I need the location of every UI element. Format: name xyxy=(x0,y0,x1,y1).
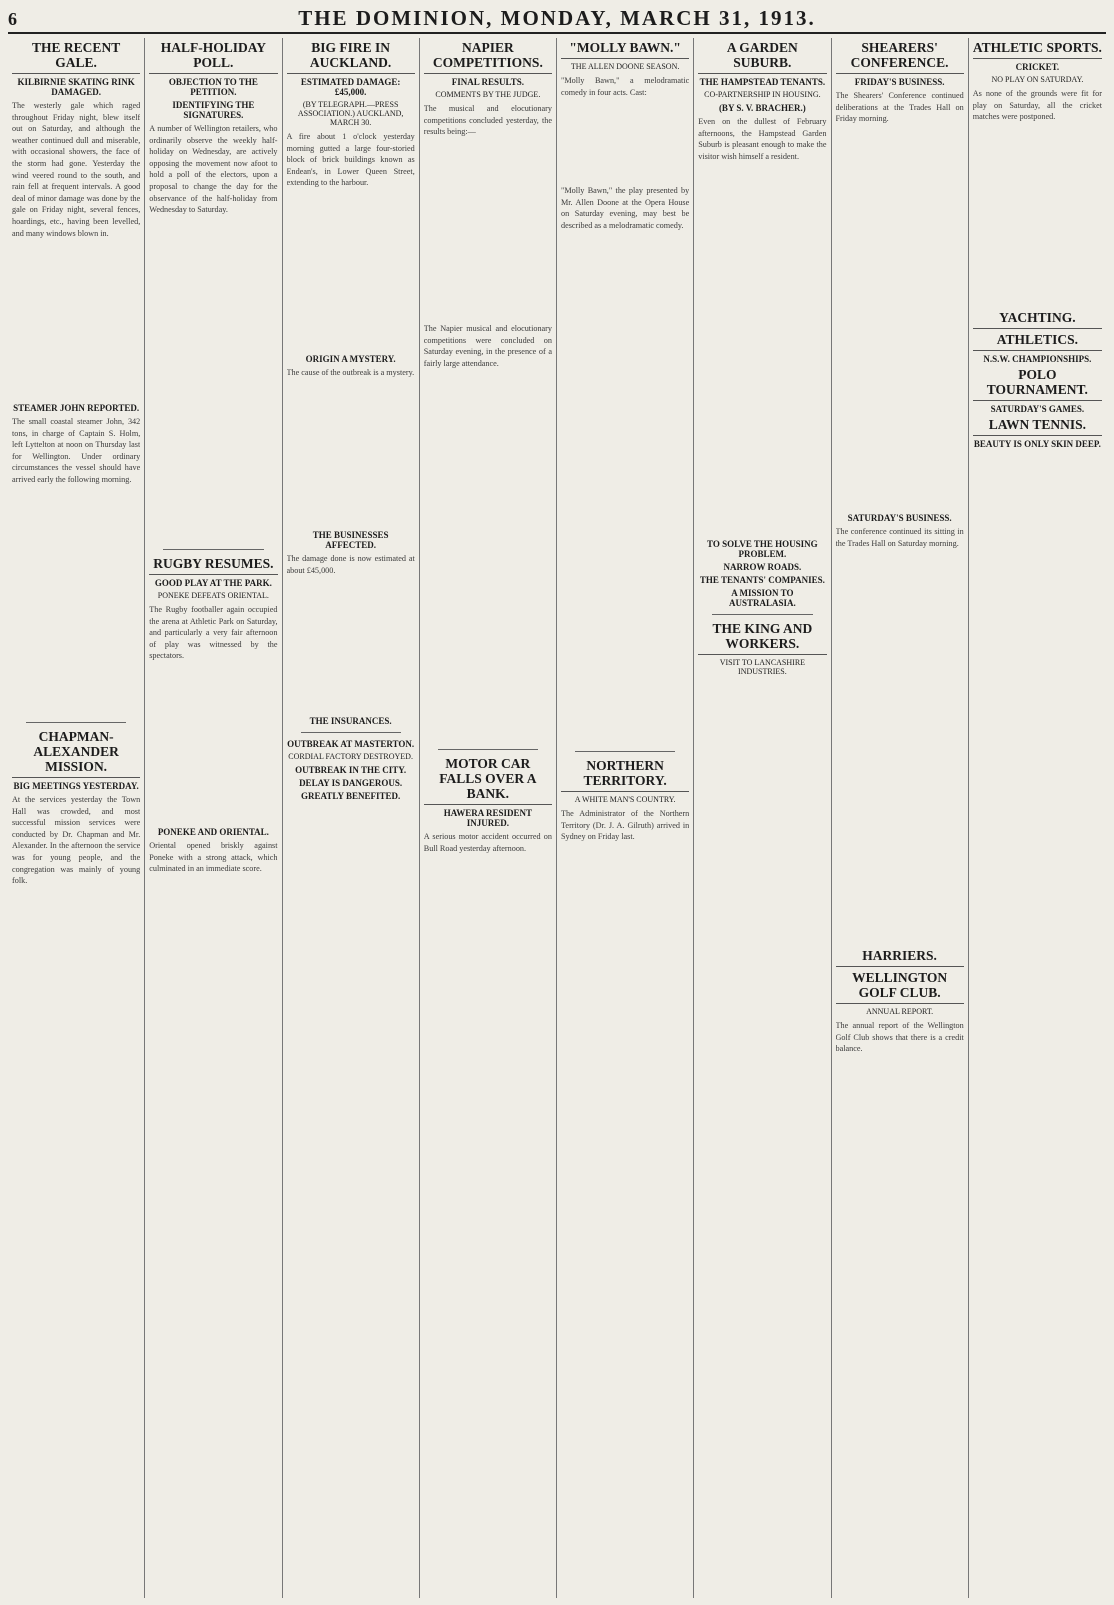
subheading: DELAY IS DANGEROUS. xyxy=(299,778,403,788)
article-text: The Shearers' Conference continued deliberations at the Trades Hall on Friday morning. xyxy=(835,91,964,124)
subheading: COMMENTS BY THE JUDGE. xyxy=(435,90,541,99)
column-3 xyxy=(283,38,420,1598)
article-text: A fire about 1 o'clock yesterday morning gutted a large four-storied block of brick buildings known as Endean's, in Lower Queen Street, extending to the harbour. xyxy=(286,132,415,188)
subheading: PONEKE DEFEATS ORIENTAL. xyxy=(157,591,269,600)
column-4 xyxy=(420,38,557,1598)
subheading: FRIDAY'S BUSINESS. xyxy=(854,77,945,87)
dateline: (BY TELEGRAPH.—PRESS ASSOCIATION.) AUCKLAND, MARCH 30. xyxy=(297,100,404,127)
article-text: The westerly gale which raged throughout Friday night, blew itself out on Saturday, and although the weather continued dull and miserable, with occasional showers, the face of the storm had gone. Yesterday the wind veered round to the south, and rain fell at frequent intervals. A good deal of minor damage was done by the gale on Friday night, several fences, hoardings, etc., having been levelled, and many windows blown in. xyxy=(12,101,141,238)
headline: ATHLETICS. xyxy=(973,332,1102,351)
subheading: A WHITE MAN'S COUNTRY. xyxy=(574,795,676,804)
headline: RUGBY RESUMES. xyxy=(149,556,277,575)
subheading: A MISSION TO AUSTRALASIA. xyxy=(728,588,796,608)
article-text: A number of Wellington retailers, who ordinarily observe the weekly half-holiday on Wednesday, are actively opposing the movement now afoot to hold a poll of the electors, upon a proposal to change the day for the observance of the half-holiday from Wednesday to Saturday. xyxy=(149,124,278,215)
article-text: As none of the grounds were fit for play on Saturday, all the cricket matches were postponed. xyxy=(972,89,1102,122)
article-text: A serious motor accident occurred on Bull Road yesterday afternoon. xyxy=(423,832,552,853)
divider xyxy=(712,614,812,615)
headline: THE RECENT GALE. xyxy=(12,40,140,74)
subheading: NO PLAY ON SATURDAY. xyxy=(991,75,1084,84)
column-5 xyxy=(557,38,694,1598)
page-number: 6 xyxy=(8,9,17,29)
divider xyxy=(163,549,263,550)
headline: WELLINGTON GOLF CLUB. xyxy=(836,970,964,1004)
subheading: IDENTIFYING THE SIGNATURES. xyxy=(172,100,255,120)
subheading: NARROW ROADS. xyxy=(723,562,802,572)
article-text: The Rugby footballer again occupied the arena at Athletic Park on Saturday, and particularly a very fair afternoon of play was witnessed by the spectators. xyxy=(149,605,278,661)
masthead xyxy=(8,6,1106,34)
subheading: TO SOLVE THE HOUSING PROBLEM. xyxy=(707,539,818,559)
headline: A GARDEN SUBURB. xyxy=(698,40,826,74)
subheading: ORIGIN A MYSTERY. xyxy=(305,354,396,364)
subheading: GREATLY BENEFITED. xyxy=(301,791,401,801)
headline: HALF-HOLIDAY POLL. xyxy=(149,40,277,74)
subheading: BIG MEETINGS YESTERDAY. xyxy=(13,781,139,791)
article-text: "Molly Bawn," a melodramatic comedy in four acts. Cast: xyxy=(561,76,690,97)
article-text: The Administrator of the Northern Territory (Dr. J. A. Gilruth) arrived in Sydney on Friday last. xyxy=(561,809,690,842)
subheading: CRICKET. xyxy=(1015,62,1060,72)
headline: YACHTING. xyxy=(973,310,1102,329)
article-text: Oriental opened briskly against Poneke with a strong attack, which culminated in an immediate score. xyxy=(149,841,278,874)
subheading: SATURDAY'S GAMES. xyxy=(990,404,1085,414)
headline: POLO TOURNAMENT. xyxy=(973,367,1102,401)
subheading: BEAUTY IS ONLY SKIN DEEP. xyxy=(973,439,1101,449)
headline: THE KING AND WORKERS. xyxy=(698,621,826,655)
subheading: OUTBREAK AT MASTERTON. xyxy=(287,739,415,749)
headline: CHAPMAN-ALEXANDER MISSION. xyxy=(12,729,140,778)
subheading: THE TENANTS' COMPANIES. xyxy=(699,575,825,585)
subheading: HAWERA RESIDENT INJURED. xyxy=(443,808,533,828)
headline: NAPIER COMPETITIONS. xyxy=(424,40,552,74)
subheading: THE ALLEN DOONE SEASON. xyxy=(570,62,680,71)
subheading: KILBIRNIE SKATING RINK DAMAGED. xyxy=(17,77,135,97)
divider xyxy=(26,722,126,723)
subheading: ANNUAL REPORT. xyxy=(866,1007,934,1016)
subheading: CORDIAL FACTORY DESTROYED. xyxy=(288,752,413,761)
subheading: FINAL RESULTS. xyxy=(451,77,524,87)
article-text: The Napier musical and elocutionary competitions were concluded on Saturday evening, in the presence of a fairly large attendance. xyxy=(423,324,552,368)
divider xyxy=(438,749,538,750)
divider xyxy=(301,732,401,733)
column-6 xyxy=(694,38,831,1598)
article-text: The cause of the outbreak is a mystery. xyxy=(286,368,415,377)
subheading: PONEKE AND ORIENTAL. xyxy=(157,827,269,837)
article-text: Even on the dullest of February afternoons, the Hampstead Garden Suburb is pleasant enough to make the visitor wish himself a resident. xyxy=(698,117,827,161)
subheading: SATURDAY'S BUSINESS. xyxy=(847,513,952,523)
headline: HARRIERS. xyxy=(836,948,964,967)
subheading: CO-PARTNERSHIP IN HOUSING. xyxy=(704,90,821,99)
article-text: The damage done is now estimated at about £45,000. xyxy=(286,554,415,575)
headline: "MOLLY BAWN." xyxy=(561,40,689,59)
article-text: The small coastal steamer John, 342 tons, in charge of Captain S. Holm, left Lyttelton at noon on Thursday last for Wellington. Under ordinary circumstances the vessel should have arrived early the following morning. xyxy=(12,417,141,484)
column-7 xyxy=(832,38,969,1598)
headline: ATHLETIC SPORTS. xyxy=(973,40,1102,59)
newspaper-title: THE DOMINION, MONDAY, MARCH 31, 1913. xyxy=(298,6,816,30)
column-2 xyxy=(145,38,282,1598)
subheading: VISIT TO LANCASHIRE INDUSTRIES. xyxy=(719,658,806,676)
subheading: STEAMER JOHN REPORTED. xyxy=(13,403,140,413)
subheading: OUTBREAK IN THE CITY. xyxy=(295,765,407,775)
headline: SHEARERS' CONFERENCE. xyxy=(836,40,964,74)
subheading: GOOD PLAY AT THE PARK. xyxy=(154,578,272,588)
headline: MOTOR CAR FALLS OVER A BANK. xyxy=(424,756,552,805)
columns xyxy=(8,38,1106,1598)
column-8 xyxy=(969,38,1106,1598)
byline: (BY S. V. BRACHER.) xyxy=(718,103,806,113)
article-text: The conference continued its sitting in the Trades Hall on Saturday morning. xyxy=(835,527,964,548)
headline: LAWN TENNIS. xyxy=(973,417,1102,436)
divider xyxy=(575,751,675,752)
subheading: THE INSURANCES. xyxy=(309,716,392,726)
subheading: N.S.W. CHAMPIONSHIPS. xyxy=(983,354,1092,364)
article-text: "Molly Bawn," the play presented by Mr. Allen Doone at the Opera House on Saturday evening, may best be described as a melodramatic comedy. xyxy=(561,186,690,230)
article-text: The musical and elocutionary competitions concluded yesterday, the results being:— xyxy=(423,104,552,137)
article-text: At the services yesterday the Town Hall was crowded, and most successful mission services were conducted by Dr. Chapman and Mr. Alexander. In the afternoon the service was for young people, and the congregation was mainly of young folk. xyxy=(12,795,141,886)
subheading: THE BUSINESSES AFFECTED. xyxy=(312,530,389,550)
subheading: THE HAMPSTEAD TENANTS. xyxy=(699,77,826,87)
column-1 xyxy=(8,38,145,1598)
headline: BIG FIRE IN AUCKLAND. xyxy=(287,40,415,74)
subheading: ESTIMATED DAMAGE: £45,000. xyxy=(300,77,401,97)
subheading: OBJECTION TO THE PETITION. xyxy=(168,77,258,97)
article-text: The annual report of the Wellington Golf Club shows that there is a credit balance. xyxy=(835,1021,964,1054)
headline: NORTHERN TERRITORY. xyxy=(561,758,689,792)
